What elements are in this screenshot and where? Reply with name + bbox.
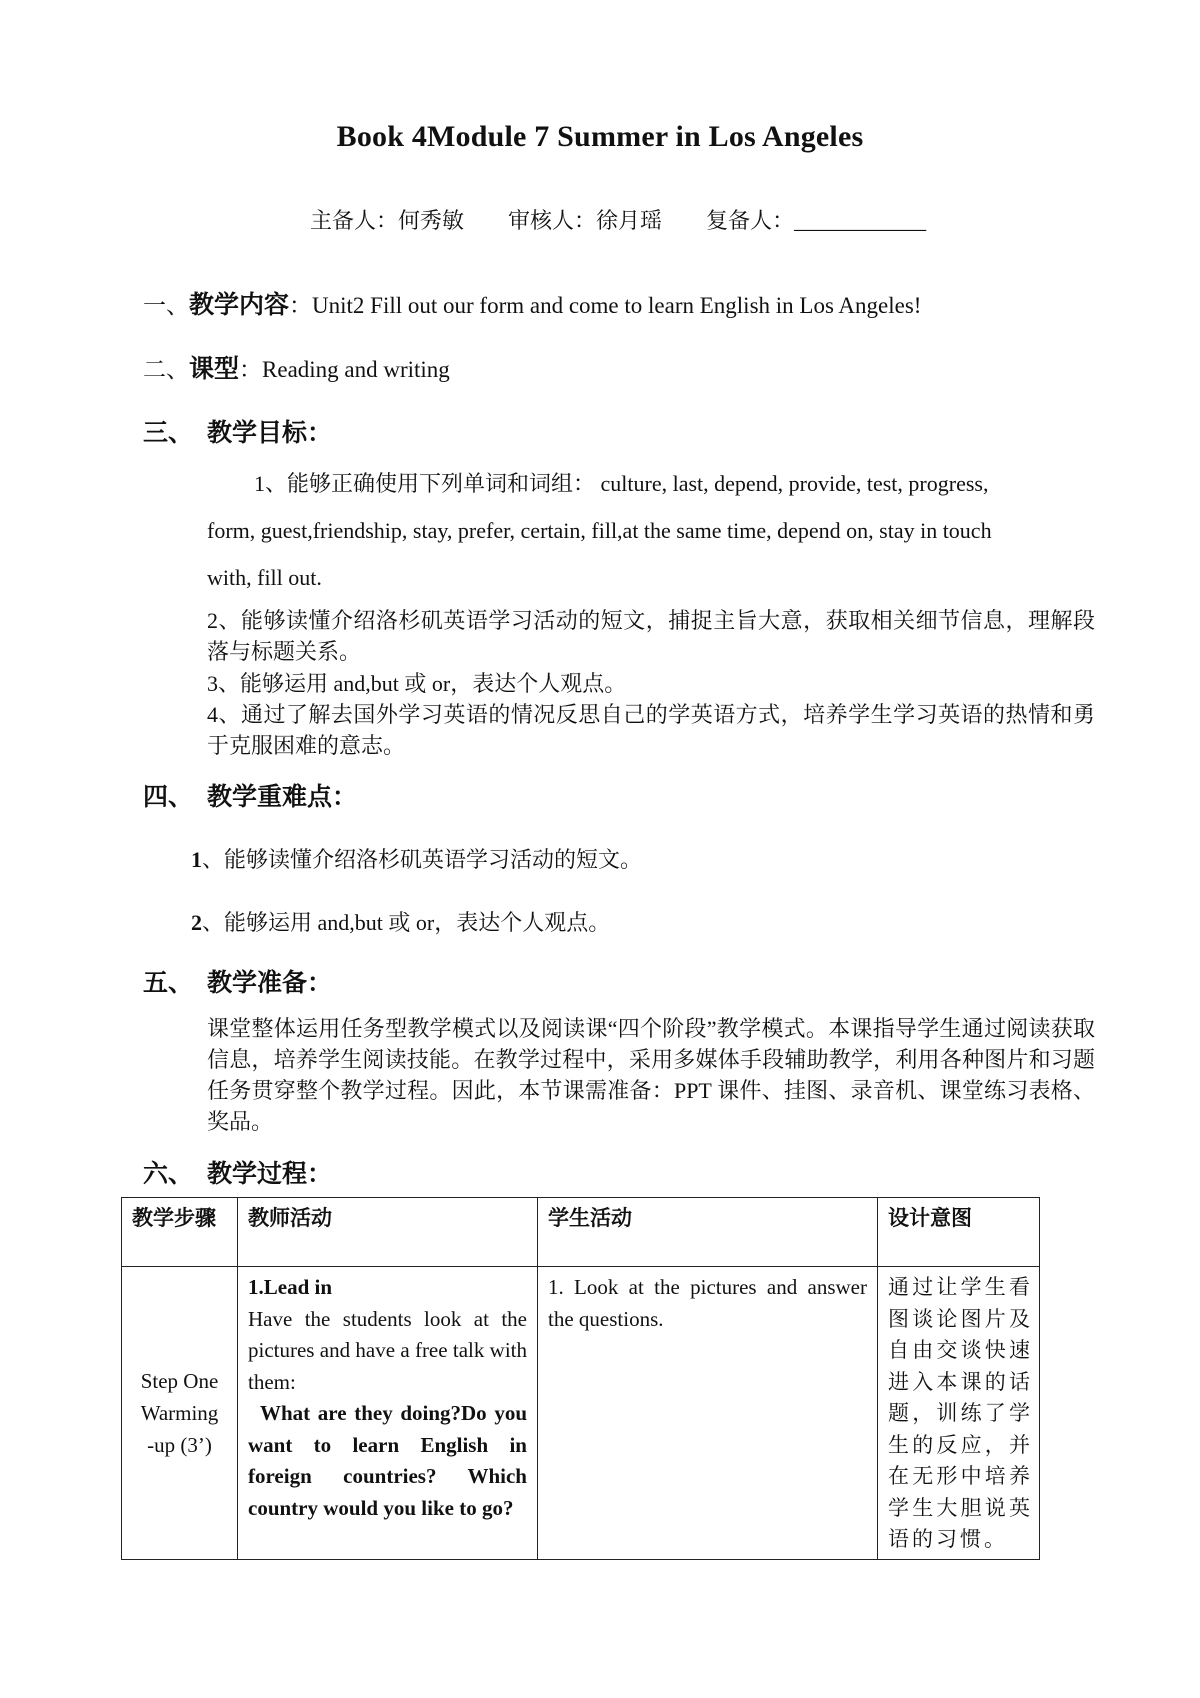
section-key-points [143,777,357,813]
section-heading: 教学准备： [207,970,333,997]
section-heading: 教学过程： [207,1161,333,1188]
section-objectives [143,413,332,449]
key-point-text: 、能够读懂介绍洛杉矶英语学习活动的短文。 [202,847,643,872]
activity-title: 1.Lead in [248,1275,333,1299]
teaching-process-table [121,1197,1040,1560]
section-heading: 教学目标： [207,420,333,447]
section-content: ：Unit2 Fill out our form and come to learn English in Los Angeles! [289,293,922,318]
section-teaching-content [143,285,921,321]
section-lesson-type [143,349,450,385]
activity-questions: What are they doing?Do you want to learn English in foreign countries? Which country would you like to go? [248,1401,527,1520]
key-point-2 [191,900,610,946]
activity-text: Have the students look at the pictures and have a free talk with them: [248,1306,527,1394]
teacher-activity-cell [238,1267,538,1560]
step-line: -up (3’) [147,1432,212,1457]
objective-2: 2、能够读懂介绍洛杉矶英语学习活动的短文，捕捉主旨大意，获取相关细节信息，理解段落与标题关系。 [207,608,1095,664]
section-heading: 教学重难点： [207,784,358,811]
header-step: 教学步骤 [122,1198,238,1267]
key-point-text: 、能够运用 and,but 或 or，表达个人观点。 [202,910,611,935]
main-preparer-name: 何秀敏 [398,208,465,233]
section-heading: 教学内容 [189,292,290,319]
key-point-number: 2 [191,910,202,935]
table-header-row [122,1198,1040,1267]
objective-1-line-2: form, guest,friendship, stay, prefer, certain, fill,at the same time, depend on, stay in touch [207,518,992,543]
objective-4: 4、通过了解去国外学习英语的情况反思自己的学英语方式，培养学生学习英语的热情和勇于克服困难的意志。 [207,702,1095,758]
section-number: 四、 [143,784,194,811]
section-teaching-process [143,1154,332,1190]
section-number: 二、 [143,357,189,382]
section-preparation [143,963,332,999]
table-row [122,1267,1040,1560]
section-content: ：Reading and writing [239,357,450,382]
section-number: 一、 [143,293,189,318]
key-point-number: 1 [191,847,202,872]
section-number: 三、 [143,420,194,447]
header-teacher-activity: 教师活动 [238,1198,538,1267]
header-student-activity: 学生活动 [538,1198,878,1267]
objective-3: 3、能够运用 and,but 或 or，表达个人观点。 [207,671,627,696]
design-intent-cell: 通过让学生看图谈论图片及自由交谈快速进入本课的话题，训练了学生的反应，并在无形中培养学生大胆说英语的习惯。 [878,1267,1040,1560]
objective-1-line-3: with, fill out. [207,565,322,590]
section-number: 六、 [143,1161,194,1188]
key-point-1 [191,837,642,883]
section-number: 五、 [143,970,194,997]
co-preparer-label: 复备人： [706,208,795,233]
step-line: Warming [140,1400,219,1425]
co-preparer-blank: ____________ [794,208,927,233]
preparation-paragraph: 课堂整体运用任务型教学模式以及阅读课“四个阶段”教学模式。本课指导学生通过阅读获取信息，培养学生阅读技能。在教学过程中，采用多媒体手段辅助教学，利用各种图片和习题任务贯穿整个教学过程。因此，本节课需准备：PPT 课件、挂图、录音机、课堂练习表格、奖品。 [207,1016,1095,1134]
main-preparer-label: 主备人： [310,208,399,233]
section-heading: 课型 [189,356,240,383]
student-activity-cell: 1. Look at the pictures and answer the questions. [538,1267,878,1560]
document-title: Book 4Module 7 Summer in Los Angeles [336,120,864,153]
objective-1-line-1: 1、能够正确使用下列单词和词组： culture, last, depend, provide, test, progress, [254,471,989,496]
step-cell [122,1267,238,1560]
preparers-line [310,204,926,235]
header-design-intent: 设计意图 [878,1198,1040,1267]
step-line: Step One [140,1368,219,1393]
reviewer-label: 审核人： [508,208,597,233]
reviewer-name: 徐月瑶 [596,208,663,233]
